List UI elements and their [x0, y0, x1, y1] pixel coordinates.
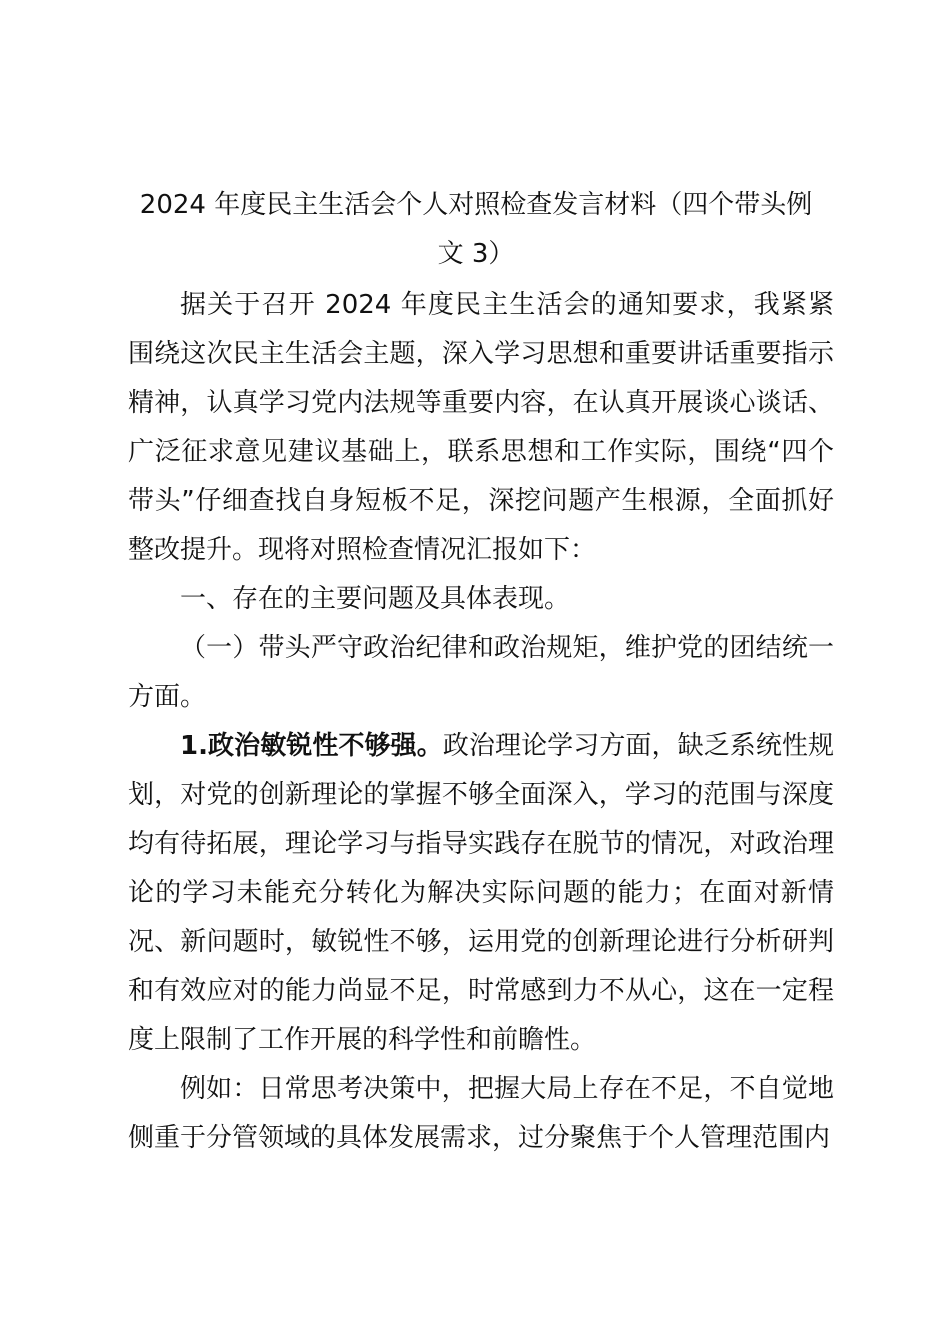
section-heading-issues: [128, 575, 834, 624]
section-heading-issues-text: 一、存在的主要问题及具体表现。: [180, 584, 571, 614]
document-title: 2024 年度民主生活会个人对照检查发言材料（四个带头例文 3）: [139, 190, 813, 269]
paragraph-example-text: 例如：日常思考决策中，把握大局上存在不足，不自觉地侧重于分管领域的具体发展需求，过分聚焦于个人管理范围内: [128, 1074, 834, 1153]
paragraph-point-1: [128, 722, 834, 1065]
point-1-text: 政治理论学习方面，缺乏系统性规划，对党的创新理论的掌握不够全面深入，学习的范围与深度均有待拓展，理论学习与指导实践存在脱节的情况，对政治理论的学习未能充分转化为解决实际问题的能力；在面对新情况、新问题时，敏锐性不够，运用党的创新理论进行分析研判和有效应对的能力尚显不足，时常感到力不从心，这在一定程度上限制了工作开展的科学性和前瞻性。: [128, 731, 834, 1055]
paragraph-intro: [128, 281, 834, 575]
document-body: [128, 281, 834, 1163]
paragraph-example: [128, 1065, 834, 1163]
subsection-heading-politics-text: （一）带头严守政治纪律和政治规矩，维护党的团结统一方面。: [128, 633, 834, 712]
subsection-heading-politics: [128, 624, 834, 722]
paragraph-intro-text: 据关于召开 2024 年度民主生活会的通知要求，我紧紧围绕这次民主生活会主题，深入学习思想和重要讲话重要指示精神，认真学习党内法规等重要内容，在认真开展谈心谈话、广泛征求意见建议基础上，联系思想和工作实际，围绕“四个带头”仔细查找自身短板不足，深挖问题产生根源，全面抓好整改提升。现将对照检查情况汇报如下：: [128, 290, 834, 565]
point-1-lead: 1.政治敏锐性不够强。: [180, 731, 443, 761]
